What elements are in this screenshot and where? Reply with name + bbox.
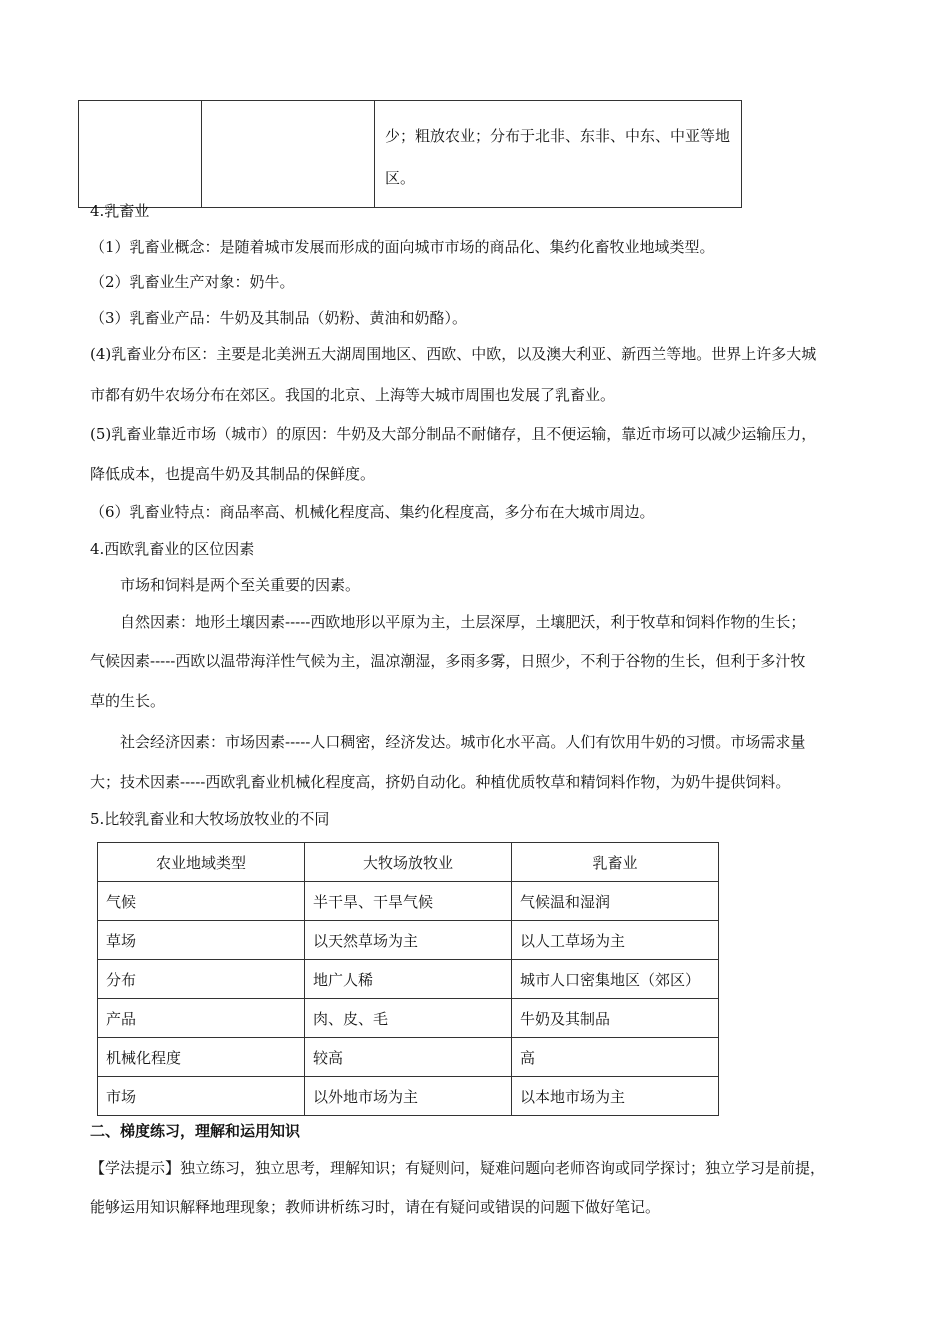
paragraph-line: 自然因素：地形土壤因素-----西欧地形以平原为主，土层深厚，土壤肥沃，利于牧草和饲料作物的生长； — [120, 613, 806, 631]
table-cell: 分布 — [98, 960, 305, 999]
comparison-table — [97, 842, 719, 1116]
table-cell: 少；粗放农业；分布于北非、东非、中东、中亚等地区。 — [375, 101, 742, 208]
paragraph-line: 气候因素-----西欧以温带海洋性气候为主，温凉潮湿，多雨多雾，日照少，不利于谷物的生长，但利于多汁牧 — [90, 652, 806, 670]
table-cell: 地广人稀 — [305, 960, 512, 999]
paragraph-line: 降低成本，也提高牛奶及其制品的保鲜度。 — [90, 465, 376, 483]
paragraph-line: (4)乳畜业分布区：主要是北美洲五大湖周围地区、西欧、中欧，以及澳大利亚、新西兰等地。世界上许多大城 — [90, 345, 817, 363]
paragraph-line: 【学法提示】独立练习，独立思考，理解知识；有疑则问，疑难问题向老师咨询或同学探讨；独立学习是前提， — [90, 1159, 826, 1177]
section-heading: 二、梯度练习，理解和运用知识 — [90, 1122, 301, 1140]
table-cell: 气候温和湿润 — [512, 882, 719, 921]
table-cell: 高 — [512, 1038, 719, 1077]
paragraph-line: （2）乳畜业生产对象：奶牛。 — [90, 273, 295, 291]
section-heading: 5.比较乳畜业和大牧场放牧业的不同 — [90, 810, 330, 828]
table-header-cell: 农业地域类型 — [98, 843, 305, 882]
top-continuation-table — [78, 100, 742, 208]
table-row — [98, 882, 719, 921]
paragraph-line: （3）乳畜业产品：牛奶及其制品（奶粉、黄油和奶酪）。 — [90, 309, 468, 327]
table-cell: 以人工草场为主 — [512, 921, 719, 960]
table-cell-empty — [202, 101, 375, 208]
paragraph-line: 社会经济因素：市场因素-----人口稠密，经济发达。城市化水平高。人们有饮用牛奶的习惯。市场需求量 — [120, 733, 806, 751]
table-header-cell: 乳畜业 — [512, 843, 719, 882]
table-cell: 城市人口密集地区（郊区） — [512, 960, 719, 999]
table-cell: 草场 — [98, 921, 305, 960]
paragraph-line: 草的生长。 — [90, 692, 166, 710]
table-cell: 肉、皮、毛 — [305, 999, 512, 1038]
table-cell: 机械化程度 — [98, 1038, 305, 1077]
paragraph-line: (5)乳畜业靠近市场（城市）的原因：牛奶及大部分制品不耐储存，且不便运输，靠近市场可以减少运输压力， — [90, 425, 817, 443]
table-cell: 以本地市场为主 — [512, 1077, 719, 1116]
paragraph-line: 大；技术因素-----西欧乳畜业机械化程度高，挤奶自动化。种植优质牧草和精饲料作物，为奶牛提供饲料。 — [90, 773, 791, 791]
table-row — [98, 999, 719, 1038]
paragraph-line: 市场和饲料是两个至关重要的因素。 — [120, 576, 361, 594]
table-row — [98, 1038, 719, 1077]
table-header-cell: 大牧场放牧业 — [305, 843, 512, 882]
paragraph-line: （1）乳畜业概念：是随着城市发展而形成的面向城市市场的商品化、集约化畜牧业地域类型。 — [90, 238, 715, 256]
table-cell: 产品 — [98, 999, 305, 1038]
section-heading: 4.乳畜业 — [90, 202, 150, 220]
section-heading: 4.西欧乳畜业的区位因素 — [90, 540, 255, 558]
table-row — [98, 960, 719, 999]
table-header-row — [98, 843, 719, 882]
table-cell-empty — [79, 101, 202, 208]
table-row — [79, 101, 742, 208]
paragraph-line: 市都有奶牛农场分布在郊区。我国的北京、上海等大城市周围也发展了乳畜业。 — [90, 386, 616, 404]
table-row — [98, 921, 719, 960]
table-cell: 气候 — [98, 882, 305, 921]
table-cell: 以天然草场为主 — [305, 921, 512, 960]
paragraph-line: 能够运用知识解释地理现象；教师讲析练习时，请在有疑问或错误的问题下做好笔记。 — [90, 1198, 661, 1216]
table-cell: 市场 — [98, 1077, 305, 1116]
table-cell: 以外地市场为主 — [305, 1077, 512, 1116]
table-cell: 牛奶及其制品 — [512, 999, 719, 1038]
paragraph-line: （6）乳畜业特点：商品率高、机械化程度高、集约化程度高，多分布在大城市周边。 — [90, 503, 655, 521]
table-cell: 半干旱、干旱气候 — [305, 882, 512, 921]
table-row — [98, 1077, 719, 1116]
table-cell: 较高 — [305, 1038, 512, 1077]
